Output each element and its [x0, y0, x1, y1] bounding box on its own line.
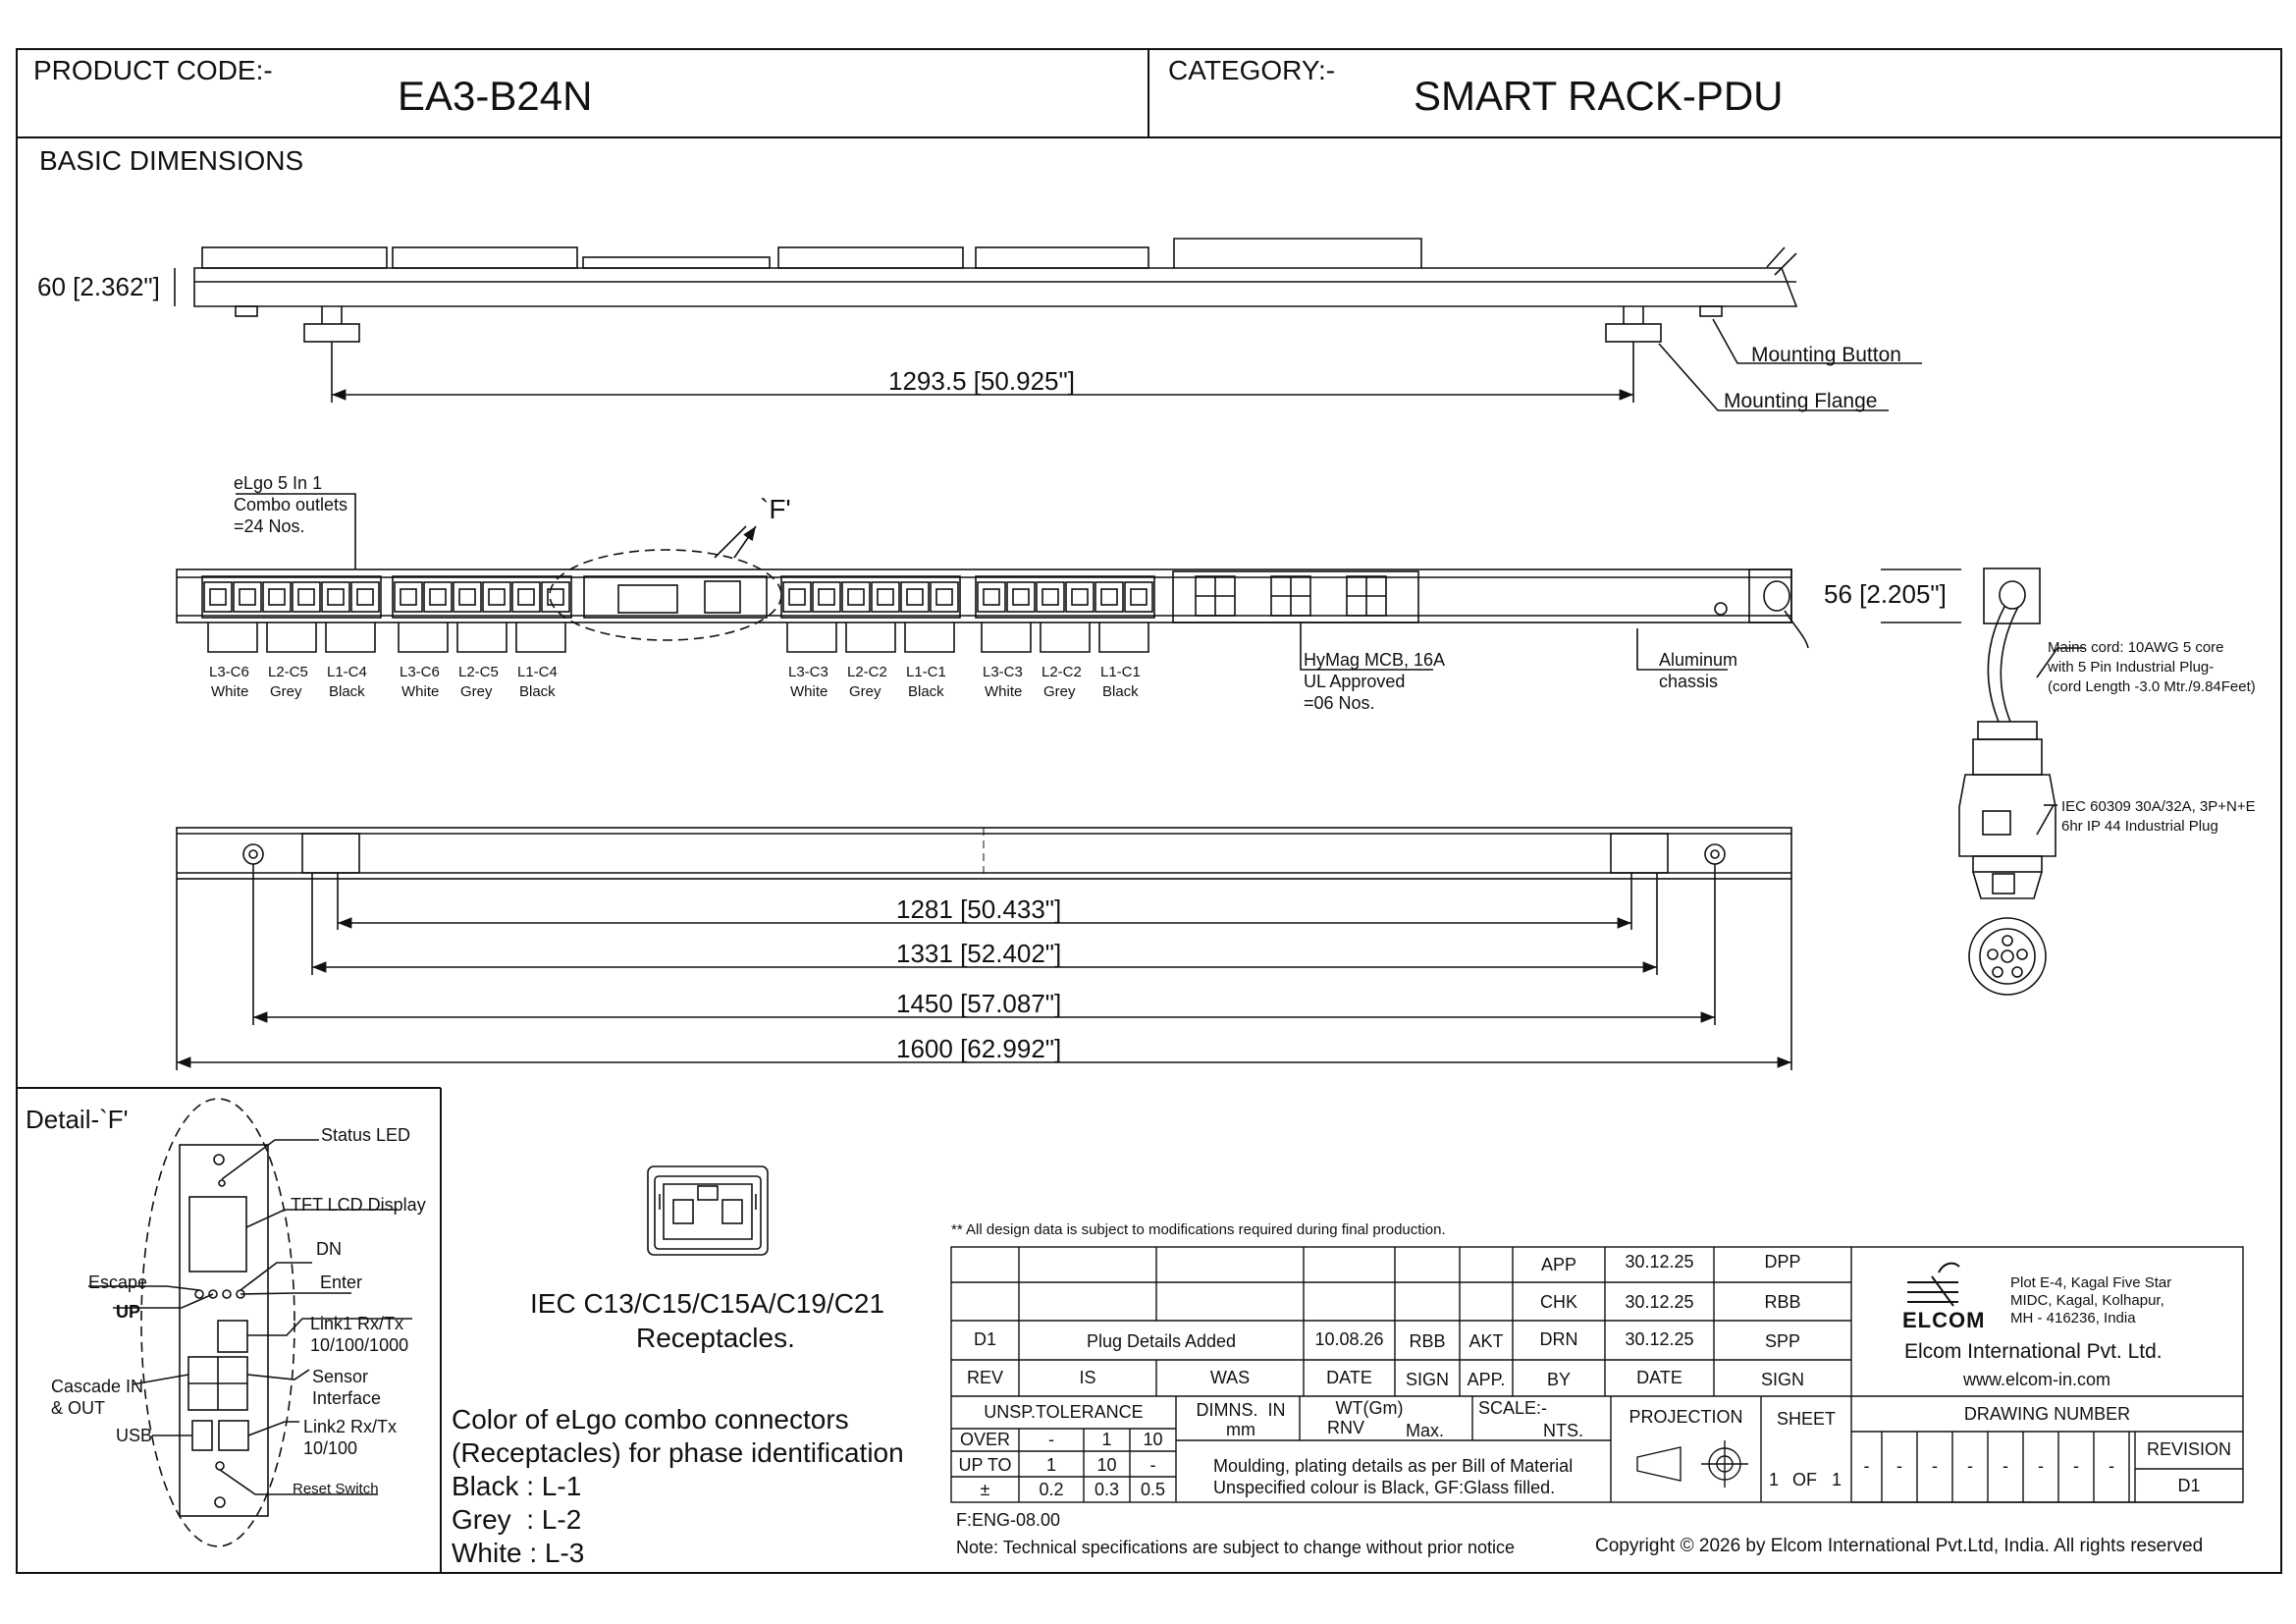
group-color-label: White [211, 683, 249, 700]
hdr-is: IS [1079, 1368, 1096, 1387]
group-circuit-label: L2-C2 [1041, 664, 1082, 680]
wt-label: WT(Gm) [1335, 1398, 1404, 1418]
outlet-receptacle [842, 582, 870, 612]
outlet-socket [789, 589, 805, 605]
drawing-number-cell: - [1896, 1456, 1902, 1476]
enter-label: Enter [320, 1272, 363, 1292]
outlet-receptacle [901, 582, 929, 612]
outlet-socket [459, 589, 475, 605]
height-dimension: 60 [2.362"] [37, 272, 160, 301]
tol-over-2: 1 [1101, 1430, 1112, 1449]
elcom-logo [1907, 1264, 1959, 1306]
outlet-socket [269, 589, 285, 605]
group-color-label: White [790, 683, 828, 700]
flange-pitch-dimension: 1293.5 [50.925"] [888, 366, 1075, 396]
chk-date: 30.12.25 [1625, 1292, 1694, 1312]
mcb-note-1: HyMag MCB, 16A [1304, 650, 1446, 670]
outlet-socket [1013, 589, 1029, 605]
group-bracket [982, 623, 1031, 652]
category: SMART RACK-PDU [1414, 73, 1784, 119]
group-color-label: White [401, 683, 440, 700]
group-circuit-label: L2-C2 [847, 664, 887, 680]
group-color-label: Grey [460, 683, 493, 700]
outlet-socket [489, 589, 505, 605]
revision-value: D1 [2177, 1476, 2201, 1495]
receptacle-drawing [648, 1166, 768, 1255]
reset-label: Reset Switch [293, 1481, 379, 1497]
group-circuit-label: L2-C5 [268, 664, 308, 680]
front-view [177, 494, 2085, 995]
hdr-rev: REV [966, 1368, 1003, 1387]
drawing-number-cell: - [1967, 1456, 1973, 1476]
group-circuit-label: L3-C3 [983, 664, 1023, 680]
group-circuit-label: L1-C1 [906, 664, 946, 680]
group-circuit-label: L3-C3 [788, 664, 828, 680]
outlets-note-1: eLgo 5 In 1 [234, 473, 323, 493]
outlets-note-2: Combo outlets [234, 495, 348, 514]
outlet-socket [1042, 589, 1058, 605]
group-color-label: Black [519, 683, 556, 700]
drawing-number-cell: - [1863, 1456, 1870, 1476]
tol-over: OVER [959, 1430, 1010, 1449]
group-circuit-label: L3-C6 [400, 664, 440, 680]
color-note-3: Black : L-1 [452, 1471, 582, 1501]
detail-marker: `F' [760, 494, 791, 524]
link1-label-1: Link1 Rx/Tx [310, 1314, 404, 1333]
link2-label-1: Link2 Rx/Tx [303, 1417, 398, 1436]
group-circuit-label: L1-C4 [327, 664, 367, 680]
tolerance-title: UNSP.TOLERANCE [984, 1402, 1144, 1422]
chassis-note-1: Aluminum [1659, 650, 1738, 670]
outlet-receptacle [293, 582, 320, 612]
outlet-socket [878, 589, 893, 605]
hdr-date2: DATE [1636, 1368, 1682, 1387]
tol-upto-3: - [1149, 1455, 1156, 1475]
rev-app: AKT [1468, 1331, 1504, 1351]
drawing-number-cell: - [2109, 1456, 2114, 1476]
mcb-note-3: =06 Nos. [1304, 693, 1375, 713]
outlet-receptacle [931, 582, 958, 612]
hdr-app: APP. [1467, 1370, 1506, 1389]
copyright: Copyright © 2026 by Elcom International Pvt.Ltd, India. All rights reserved [1595, 1536, 2204, 1556]
usb-label: USB [116, 1426, 153, 1445]
outlet-socket [1131, 589, 1147, 605]
company-address-1: Plot E-4, Kagal Five Star [2010, 1274, 2172, 1291]
tol-upto-2: 10 [1096, 1455, 1117, 1475]
outlet-socket [298, 589, 314, 605]
outlet-receptacle [512, 582, 540, 612]
dn-label: DN [316, 1239, 342, 1259]
detail-title: Detail-`F' [26, 1105, 129, 1134]
group-color-label: Grey [849, 683, 881, 700]
sensor-label-2: Interface [312, 1388, 382, 1408]
group-bracket [326, 623, 375, 652]
footer-note: Note: Technical specifications are subject to change without prior notice [956, 1538, 1515, 1557]
tol-over-3: 10 [1143, 1430, 1163, 1449]
outlets-note-3: =24 Nos. [234, 516, 305, 536]
category-label: CATEGORY:- [1168, 55, 1336, 85]
tol-pm-1: 0.2 [1039, 1480, 1064, 1499]
group-bracket [208, 623, 257, 652]
sheet-of: OF [1792, 1470, 1817, 1489]
sheet-number: 1 [1769, 1470, 1780, 1489]
company-address-3: MH - 416236, India [2010, 1310, 2136, 1326]
mounting-flange-label: Mounting Flange [1724, 390, 1878, 412]
group-color-label: Black [1102, 683, 1139, 700]
app-sign: DPP [1764, 1252, 1801, 1272]
group-circuit-label: L1-C1 [1100, 664, 1141, 680]
group-bracket [267, 623, 316, 652]
moulding-note-2: Unspecified colour is Black, GF:Glass filled. [1213, 1478, 1556, 1497]
group-color-label: Black [329, 683, 365, 700]
product-code: EA3-B24N [398, 73, 593, 119]
outlet-socket [1101, 589, 1117, 605]
outlet-receptacle [1125, 582, 1152, 612]
outlet-socket [400, 589, 416, 605]
outlet-socket [518, 589, 534, 605]
revision-label: REVISION [2146, 1439, 2232, 1459]
dimension-1331: 1331 [52.402"] [896, 939, 1062, 968]
drn-label: DRN [1539, 1329, 1578, 1349]
outlet-receptacle [322, 582, 349, 612]
escape-label: Escape [88, 1272, 148, 1292]
group-color-label: Grey [270, 683, 302, 700]
wt-max: Max. [1406, 1421, 1445, 1440]
dimns-unit: mm [1226, 1420, 1255, 1439]
wt-value: RNV [1327, 1418, 1365, 1437]
mains-cord-2: with 5 Pin Industrial Plug- [2048, 659, 2215, 676]
outlet-receptacle [542, 582, 569, 612]
receptacle-caption-2: Receptacles. [636, 1323, 795, 1353]
outlet-receptacle [204, 582, 232, 612]
tol-upto-1: 1 [1045, 1455, 1056, 1475]
cascade-label-1: Cascade IN [51, 1377, 144, 1396]
drawing-number-cell: - [2073, 1456, 2079, 1476]
drn-sign: SPP [1764, 1331, 1801, 1351]
outlet-receptacle [1007, 582, 1035, 612]
outlet-socket [240, 589, 255, 605]
outlet-socket [907, 589, 923, 605]
tol-pm-2: 0.3 [1094, 1480, 1120, 1499]
tol-pm: ± [980, 1480, 990, 1499]
company-name: Elcom International Pvt. Ltd. [1904, 1340, 2163, 1363]
outlet-socket [210, 589, 226, 605]
status-led-label: Status LED [321, 1125, 411, 1145]
color-note-4: Grey : L-2 [452, 1504, 582, 1535]
outlet-socket [984, 589, 999, 605]
mounting-button-label: Mounting Button [1751, 344, 1901, 366]
chassis-note-2: chassis [1659, 672, 1719, 691]
chk-label: CHK [1539, 1292, 1577, 1312]
app-label: APP [1540, 1255, 1577, 1274]
group-bracket [1041, 623, 1090, 652]
outlet-receptacle [483, 582, 510, 612]
outlet-socket [936, 589, 952, 605]
scale-label: SCALE:- [1478, 1398, 1548, 1418]
group-circuit-label: L2-C5 [458, 664, 499, 680]
tol-pm-3: 0.5 [1140, 1480, 1166, 1499]
outlet-receptacle [351, 582, 379, 612]
tft-label: TFT LCD Display [291, 1195, 426, 1215]
design-note: ** All design data is subject to modifications required during final production. [951, 1221, 1446, 1238]
color-note-5: White : L-3 [452, 1538, 585, 1568]
cascade-label-2: & OUT [51, 1398, 106, 1418]
group-color-label: Grey [1043, 683, 1076, 700]
drn-date: 30.12.25 [1625, 1329, 1694, 1349]
outlet-receptacle [978, 582, 1005, 612]
company-address-2: MIDC, Kagal, Kolhapur, [2010, 1292, 2164, 1309]
plug-note-1: IEC 60309 30A/32A, 3P+N+E [2061, 798, 2256, 815]
group-color-label: White [985, 683, 1023, 700]
group-bracket [787, 623, 836, 652]
group-bracket [1099, 623, 1148, 652]
moulding-note-1: Moulding, plating details as per Bill of Material [1213, 1456, 1574, 1476]
hdr-by: BY [1546, 1370, 1571, 1389]
dimension-1450: 1450 [57.087"] [896, 989, 1062, 1018]
scale-value: NTS. [1543, 1421, 1584, 1440]
outlet-receptacle [813, 582, 840, 612]
outlet-socket [328, 589, 344, 605]
outlet-receptacle [783, 582, 811, 612]
tol-upto: UP TO [958, 1455, 1012, 1475]
mains-cord-3: (cord Length -3.0 Mtr./9.84Feet) [2048, 678, 2256, 695]
group-circuit-label: L1-C4 [517, 664, 558, 680]
projection-label: PROJECTION [1629, 1407, 1743, 1427]
hdr-was: WAS [1209, 1368, 1251, 1387]
drawing-number-cell: - [1932, 1456, 1938, 1476]
rev-date: 10.08.26 [1314, 1329, 1384, 1349]
outlet-receptacle [234, 582, 261, 612]
plug-note-2: 6hr IP 44 Industrial Plug [2061, 818, 2218, 835]
form-number: F:ENG-08.00 [956, 1510, 1061, 1530]
app-date: 30.12.25 [1625, 1252, 1694, 1272]
sheet-total: 1 [1832, 1470, 1842, 1489]
group-bracket [516, 623, 565, 652]
group-color-label: Black [908, 683, 944, 700]
outlet-receptacle [263, 582, 291, 612]
drawing-number-label: DRAWING NUMBER [1963, 1404, 2131, 1424]
company-web: www.elcom-in.com [1963, 1370, 2111, 1389]
outlet-receptacle [1066, 582, 1094, 612]
product-code-label: PRODUCT CODE:- [33, 55, 273, 85]
outlet-receptacle [454, 582, 481, 612]
tol-over-1: - [1048, 1430, 1054, 1449]
link1-label-2: 10/100/1000 [310, 1335, 409, 1355]
hdr-date: DATE [1326, 1368, 1372, 1387]
group-circuit-label: L3-C6 [209, 664, 249, 680]
width-dimension: 56 [2.205"] [1824, 579, 1947, 609]
mcb-note-2: UL Approved [1304, 672, 1406, 691]
group-bracket [457, 623, 507, 652]
dimns-label: DIMNS. IN [1196, 1400, 1286, 1420]
rev-is: Plug Details Added [1086, 1331, 1237, 1351]
hdr-sign2: SIGN [1760, 1370, 1804, 1389]
color-note-1: Color of eLgo combo connectors [452, 1404, 849, 1435]
company-logo-text: ELCOM [1902, 1308, 1986, 1332]
hdr-sign: SIGN [1405, 1370, 1449, 1389]
dimension-1281: 1281 [50.433"] [896, 894, 1062, 924]
rev-sign: RBB [1409, 1331, 1446, 1351]
rev-value: D1 [973, 1329, 996, 1349]
group-bracket [905, 623, 954, 652]
mains-cord-1: Mains cord: 10AWG 5 core [2048, 639, 2224, 656]
group-bracket [846, 623, 895, 652]
chk-sign: RBB [1764, 1292, 1801, 1312]
outlet-receptacle [872, 582, 899, 612]
outlet-socket [848, 589, 864, 605]
outlet-receptacle [395, 582, 422, 612]
drawing-number-cell: - [2038, 1456, 2044, 1476]
outlet-receptacle [424, 582, 452, 612]
group-bracket [399, 623, 448, 652]
outlet-receptacle [1037, 582, 1064, 612]
outlet-socket [819, 589, 834, 605]
section-title: BASIC DIMENSIONS [39, 145, 304, 176]
dimension-1600: 1600 [62.992"] [896, 1034, 1062, 1063]
outlet-socket [357, 589, 373, 605]
outlet-receptacle [1095, 582, 1123, 612]
up-label: UP [116, 1302, 141, 1322]
color-note-2: (Receptacles) for phase identification [452, 1437, 904, 1468]
receptacle-caption-1: IEC C13/C15/C15A/C19/C21 [530, 1288, 885, 1319]
drawing-number-cell: - [2002, 1456, 2008, 1476]
link2-label-2: 10/100 [303, 1438, 358, 1458]
outlet-socket [430, 589, 446, 605]
sheet-label: SHEET [1776, 1409, 1836, 1429]
sensor-label-1: Sensor [312, 1367, 369, 1386]
outlet-socket [1072, 589, 1088, 605]
